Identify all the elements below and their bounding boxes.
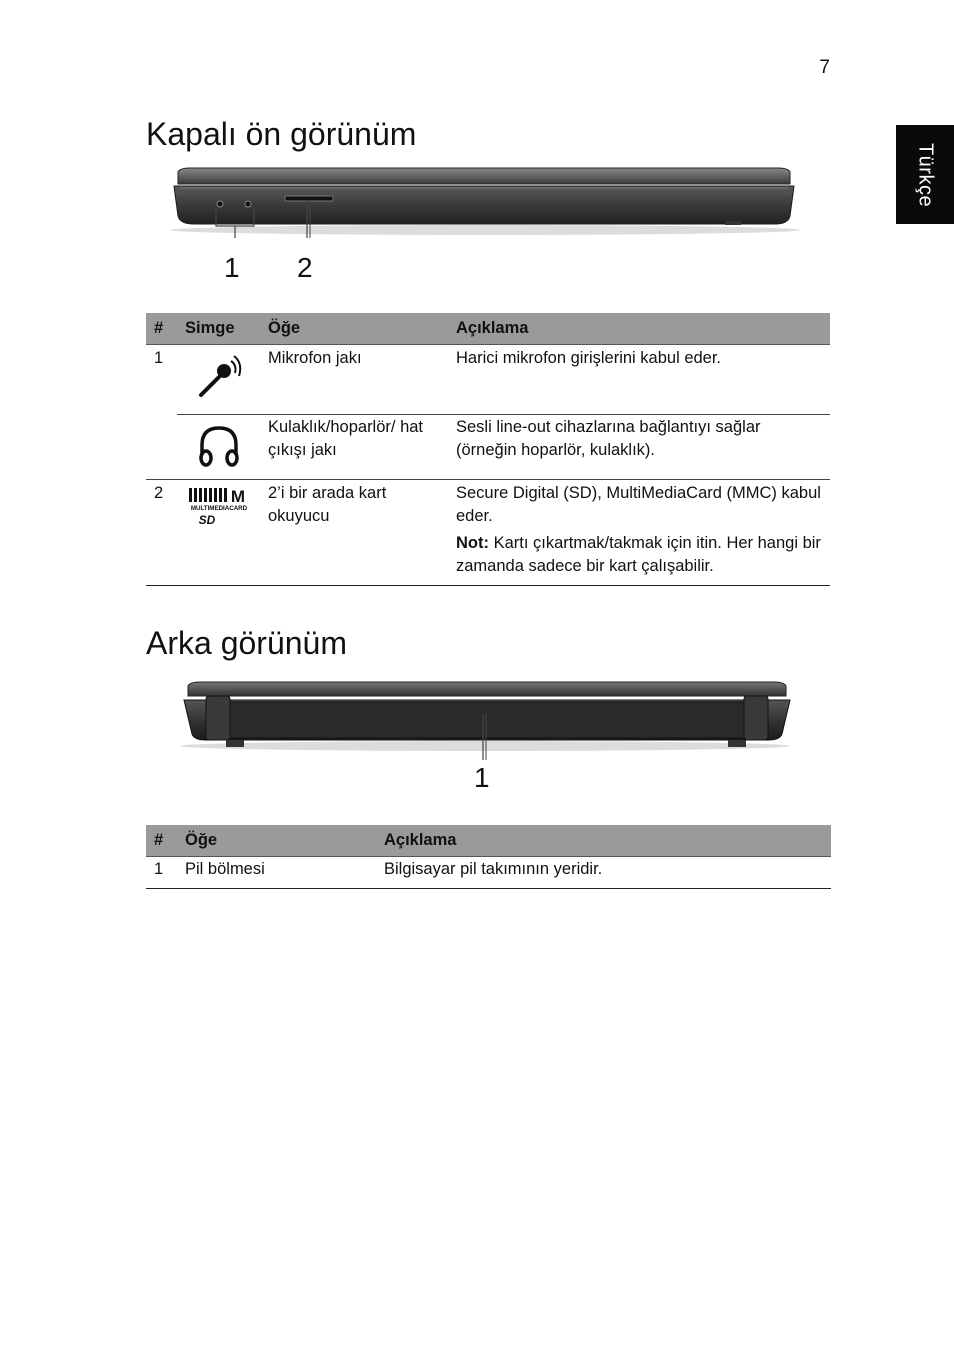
- note-label: Not:: [456, 534, 489, 552]
- front-view-figure: [160, 166, 810, 238]
- table-row: [146, 415, 830, 480]
- table-row: [146, 480, 830, 586]
- row-num: 1: [154, 349, 164, 367]
- rear-parts-table: [146, 825, 831, 889]
- front-callout-1: 1: [224, 252, 240, 283]
- front-callout-2: 2: [297, 252, 313, 283]
- header-num: #: [146, 313, 177, 345]
- row-note: [456, 532, 822, 578]
- card-reader-icon: [177, 480, 260, 586]
- row-item: Pil bölmesi: [177, 857, 376, 889]
- row-num: [146, 415, 177, 480]
- rear-callout-1: 1: [474, 762, 490, 793]
- front-table-header: [146, 313, 830, 345]
- mmc-label: MULTIMEDIACARD: [190, 505, 247, 512]
- language-tab: [896, 125, 954, 224]
- header-description: Açıklama: [448, 313, 830, 345]
- row-description: [448, 480, 830, 586]
- front-view-title: Kapalı ön görünüm: [146, 116, 417, 152]
- row-num: 2: [146, 480, 177, 586]
- front-ports-table: [146, 313, 830, 586]
- rear-view-title: Arka görünüm: [146, 625, 347, 661]
- language-tab-label: Türkçe: [914, 142, 937, 207]
- row-description: Bilgisayar pil takımının yeridir.: [376, 857, 831, 889]
- mmc-letter: M: [230, 487, 245, 506]
- rear-view-figure: [170, 678, 800, 768]
- table-row: [146, 857, 831, 889]
- header-item: Öğe: [260, 313, 448, 345]
- header-item: Öğe: [177, 825, 376, 857]
- header-num: #: [146, 825, 177, 857]
- row-num: 1: [146, 857, 177, 889]
- row-item: 2’i bir arada kart okuyucu: [260, 480, 448, 586]
- sd-label: SD: [198, 513, 215, 526]
- table-row: [146, 345, 830, 415]
- rear-table-header: [146, 825, 831, 857]
- header-icon: Simge: [177, 313, 260, 345]
- row-description-text: Secure Digital (SD), MultiMediaCard (MMC) kabul eder.: [456, 484, 821, 525]
- microphone-icon: [177, 345, 260, 415]
- row-description: Harici mikrofon girişlerini kabul eder.: [456, 349, 722, 367]
- row-item: Mikrofon jakı: [268, 349, 362, 367]
- headphones-icon: [177, 415, 260, 480]
- row-item: Kulaklık/hoparlör/ hat çıkışı jakı: [260, 415, 448, 480]
- page-number: 7: [819, 57, 830, 78]
- header-description: Açıklama: [376, 825, 831, 857]
- note-text: Kartı çıkartmak/takmak için itin. Her hangi bir zamanda sadece bir kart çalışabilir.: [456, 534, 821, 575]
- row-description: Sesli line-out cihazlarına bağlantıyı sağlar (örneğin hoparlör, kulaklık).: [448, 415, 830, 480]
